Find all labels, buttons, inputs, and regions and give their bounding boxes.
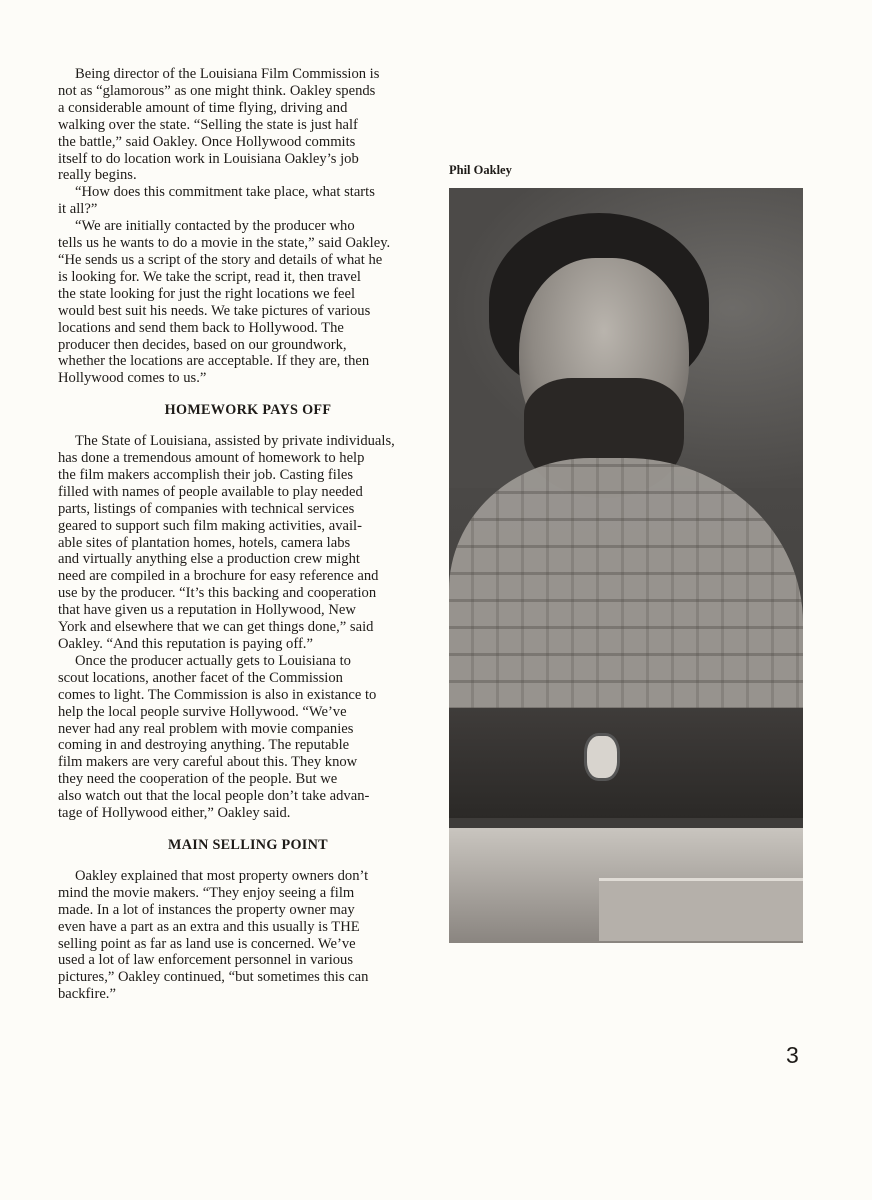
text-line: would best suit his needs. We take pictures of various [58, 302, 371, 319]
text-line: comes to light. The Commission is also in existance to [58, 686, 377, 703]
text-line: “How does this commitment take place, what starts [75, 184, 375, 201]
photo-wristwatch [584, 733, 620, 781]
text-line: help the local people survive Hollywood. “We’ve [58, 703, 347, 720]
text-line: Being director of the Louisiana Film Commission is [75, 66, 380, 82]
text-line: Once the producer actually gets to Louisiana to [75, 652, 351, 669]
text-line: never had any real problem with movie companies [58, 720, 354, 737]
text-line: mind the movie makers. “They enjoy seeing a film [58, 884, 355, 901]
text-line: they need the cooperation of the people. But we [58, 771, 338, 788]
text-line: has done a tremendous amount of homework to help [58, 450, 365, 467]
text-line: use by the producer. “It’s this backing and cooperation [58, 585, 377, 602]
text-line: and virtually anything else a production crew might [58, 551, 360, 568]
text-line: producer then decides, based on our groundwork, [58, 336, 347, 353]
portrait-photo [449, 188, 803, 943]
paragraph [58, 218, 438, 387]
text-line: it all?” [58, 201, 98, 218]
text-line: coming in and destroying anything. The reputable [58, 737, 350, 754]
text-line: the battle,” said Oakley. Once Hollywood commits [58, 133, 356, 150]
paragraph [58, 433, 438, 653]
text-line: that have given us a reputation in Hollywood, New [58, 602, 356, 619]
text-line: need are compiled in a brochure for easy reference and [58, 568, 379, 585]
section-heading: HOMEWORK PAYS OFF [164, 402, 332, 419]
text-line: made. In a lot of instances the property owner may [58, 901, 355, 918]
text-line: pictures,” Oakley continued, “but sometimes this can [58, 969, 369, 986]
text-line: “We are initially contacted by the producer who [75, 218, 355, 235]
text-line: York and elsewhere that we can get things done,” said [58, 619, 374, 636]
text-line: walking over the state. “Selling the state is just half [58, 116, 358, 133]
text-line: the film makers accomplish their job. Casting files [58, 466, 354, 483]
photo-box [599, 878, 803, 941]
text-line: really begins. [58, 167, 137, 184]
paragraph [58, 184, 438, 218]
text-line: The State of Louisiana, assisted by private individuals, [75, 433, 395, 450]
text-line: Oakley. “And this reputation is paying off.” [58, 636, 313, 652]
text-line: selling point as far as land use is concerned. We’ve [58, 935, 356, 952]
text-line: filled with names of people available to play needed [58, 483, 363, 500]
text-line: Oakley explained that most property owners don’t [75, 867, 369, 884]
text-line: not as “glamorous” as one might think. Oakley spends [58, 82, 376, 99]
text-line: backfire.” [58, 986, 116, 1003]
text-line: a considerable amount of time flying, driving and [58, 99, 348, 116]
photo-arms [449, 708, 803, 818]
text-line: even have a part as an extra and this usually is THE [58, 918, 360, 935]
text-line: parts, listings of companies with technical services [58, 500, 355, 517]
text-line: able sites of plantation homes, hotels, camera labs [58, 534, 351, 551]
text-line: tage of Hollywood either,” Oakley said. [58, 805, 291, 822]
text-line: Hollywood comes to us.” [58, 370, 207, 387]
text-line: is looking for. We take the script, read it, then travel [58, 268, 361, 285]
text-line: used a lot of law enforcement personnel in various [58, 952, 354, 969]
paragraph [58, 653, 438, 822]
article-column [58, 66, 438, 1003]
text-line: “He sends us a script of the story and details of what he [58, 251, 383, 268]
paragraph [58, 66, 438, 184]
text-line: the state looking for just the right locations we feel [58, 285, 356, 302]
text-line: also watch out that the local people don’t take advan- [58, 788, 370, 805]
paragraph [58, 868, 438, 1003]
text-line: whether the locations are acceptable. If they are, then [58, 353, 370, 370]
text-line: locations and send them back to Hollywood. The [58, 319, 344, 336]
photo-caption: Phil Oakley [449, 163, 512, 177]
text-line: itself to do location work in Louisiana Oakley’s job [58, 150, 359, 167]
text-line: tells us he wants to do a movie in the state,” said Oakley. [58, 235, 391, 252]
section-heading: MAIN SELLING POINT [168, 836, 328, 853]
page-number: 3 [786, 1042, 799, 1068]
text-line: scout locations, another facet of the Commission [58, 669, 343, 686]
text-line: geared to support such film making activities, avail- [58, 517, 362, 534]
text-line: film makers are very careful about this. They know [58, 754, 358, 771]
